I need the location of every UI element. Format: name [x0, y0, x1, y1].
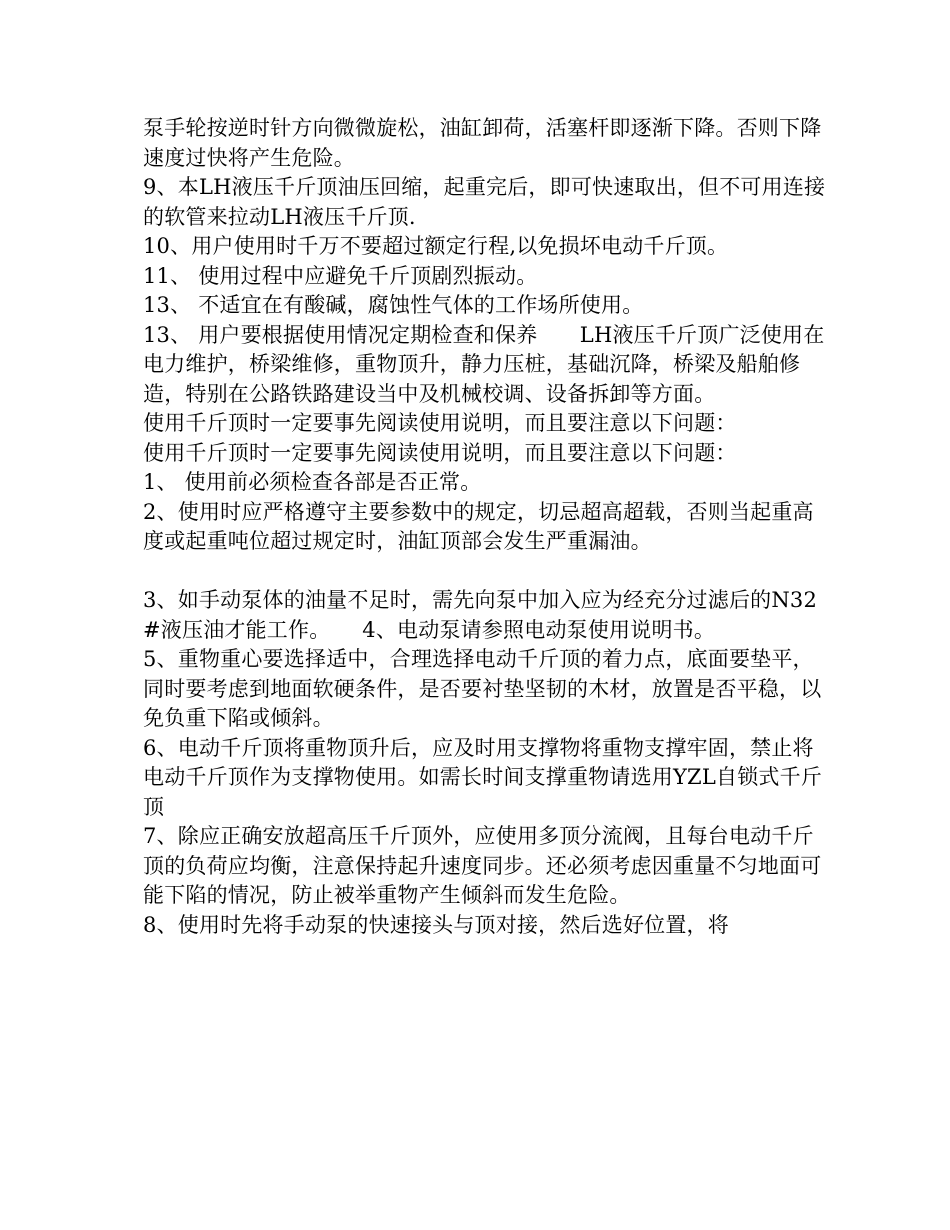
paragraph-item-2: 2、使用时应严格遵守主要参数中的规定，切忌超高超载，否则当起重高度或起重吨位超过规定时，油缸顶部会发生严重漏油。	[143, 499, 814, 553]
document-body	[143, 114, 833, 940]
paragraph-item-13b: 13、 用户要根据使用情况定期检查和保养 LH液压千斤顶广泛使用在电力维护，桥梁维修，重物顶升，静力压桩，基础沉降，桥梁及船舶修造，特别在公路铁路建设当中及机械校调、设备拆卸等方面。	[143, 322, 825, 406]
paragraph-item-8: 8、使用时先将手动泵的快速接头与顶对接，然后选好位置，将	[143, 912, 729, 937]
paragraph-continuation: 泵手轮按逆时针方向微微旋松，油缸卸荷，活塞杆即逐渐下降。否则下降速度过快将产生危险。	[143, 116, 822, 170]
paragraph-item-7: 7、除应正确安放超高压千斤顶外，应使用多顶分流阀，且每台电动千斤顶的负荷应均衡，注意保持起升速度同步。还必须考虑因重量不匀地面可能下陷的情况，防止被举重物产生倾斜而发生危险。	[143, 824, 822, 907]
paragraph-notice-1: 使用千斤顶时一定要事先阅读使用说明，而且要注意以下问题：	[143, 411, 737, 435]
paragraph-item-10: 10、用户使用时千万不要超过额定行程,以免损坏电动千斤顶。	[143, 234, 729, 258]
paragraph-spacer	[143, 557, 833, 587]
paragraph-item-1: 1、 使用前必须检查各部是否正常。	[143, 470, 482, 494]
paragraph-notice-2: 使用千斤顶时一定要事先阅读使用说明，而且要注意以下问题：	[143, 440, 737, 465]
paragraph-item-11: 11、 使用过程中应避免千斤顶剧烈振动。	[143, 263, 538, 288]
paragraph-item-13a: 13、 不适宜在有酸碱，腐蚀性气体的工作场所使用。	[143, 293, 644, 317]
paragraph-item-3-4: 3、如手动泵体的油量不足时，需先向泵中加入应为经充分过滤后的N32#液压油才能工作。 4、电动泵请参照电动泵使用说明书。	[143, 588, 818, 642]
paragraph-item-6: 6、电动千斤顶将重物顶升后，应及时用支撑物将重物支撑牢固，禁止将电动千斤顶作为支撑物使用。如需长时间支撑重物请选用YZL自锁式千斤顶	[143, 735, 822, 819]
paragraph-item-5: 5、重物重心要选择适中，合理选择电动千斤顶的着力点，底面要垫平，同时要考虑到地面软硬条件，是否要衬垫坚韧的木材，放置是否平稳，以免负重下陷或倾斜。	[143, 647, 822, 730]
paragraph-item-9: 9、本LH液压千斤顶油压回缩，起重完后，即可快速取出，但不可用连接的软管来拉动LH液压千斤顶.	[143, 175, 826, 229]
